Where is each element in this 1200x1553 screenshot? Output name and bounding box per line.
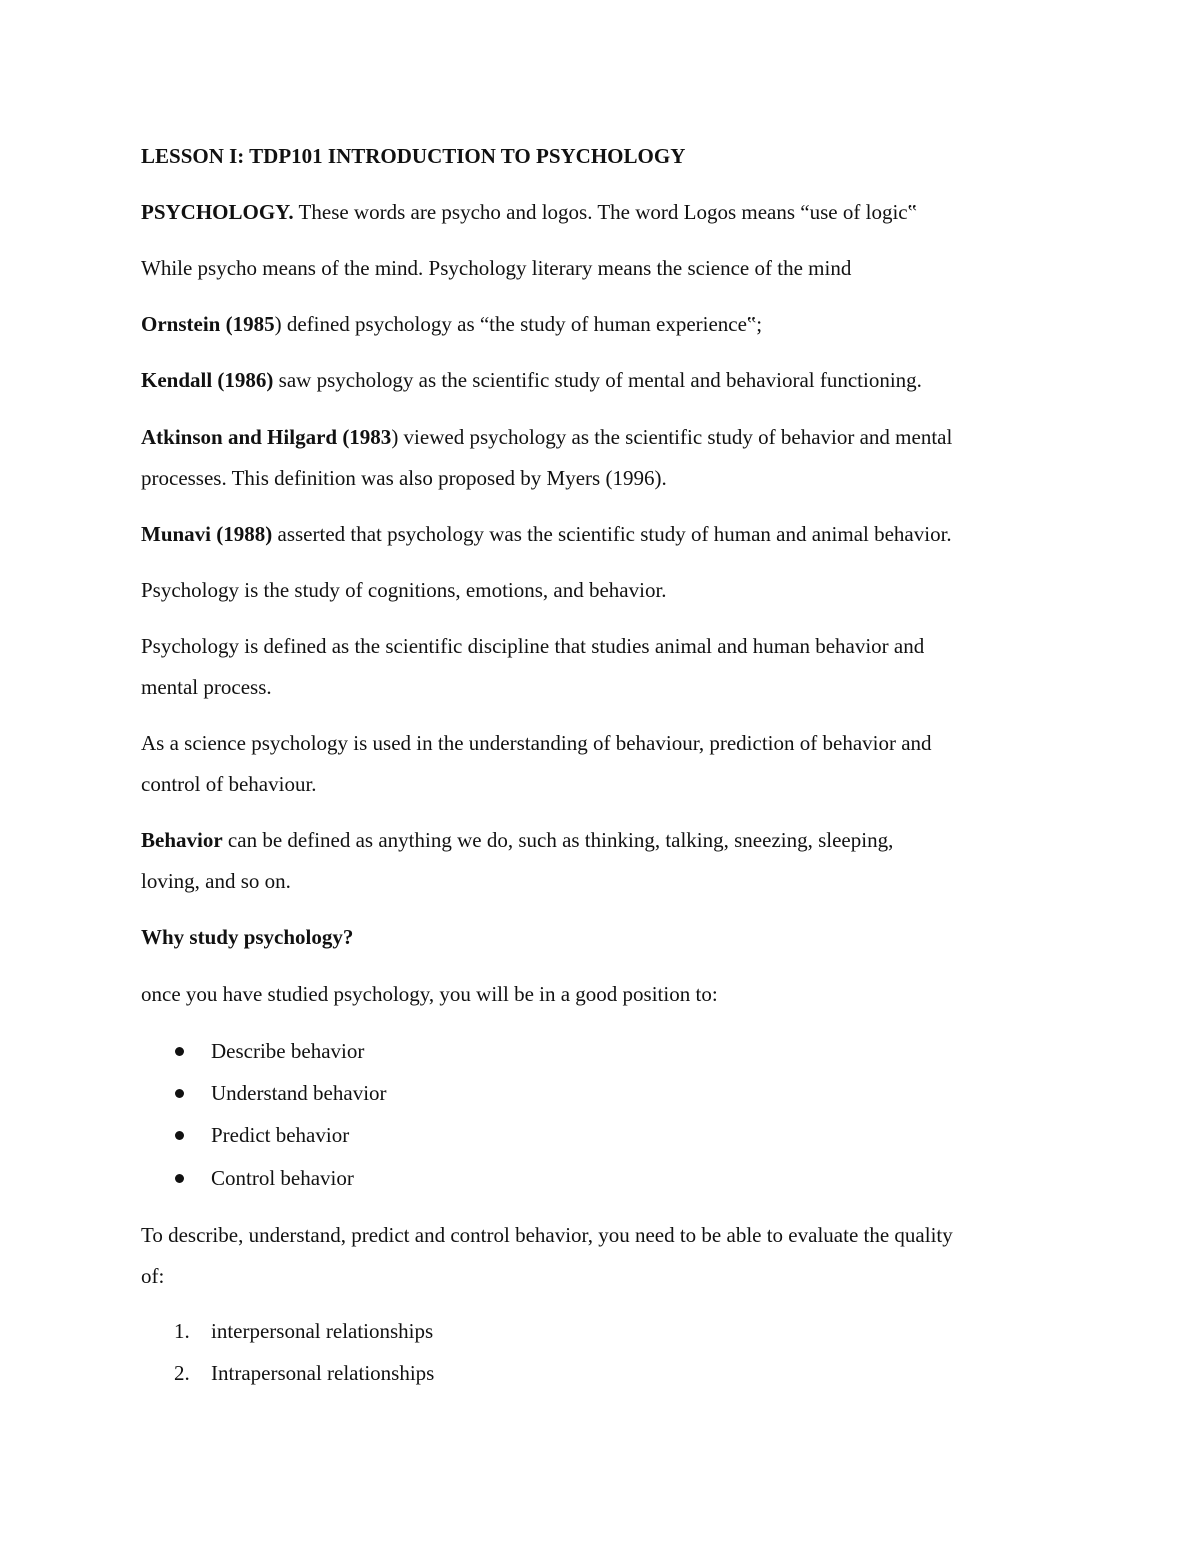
list-item: Intrapersonal relationships: [211, 1361, 435, 1385]
bullet-icon: [175, 1174, 184, 1183]
paragraph-cognitions: Psychology is the study of cognitions, emotions, and behavior.: [141, 578, 667, 602]
paragraph-text: These words are psycho and logos. The word Logos means “use of logic‟: [293, 200, 917, 224]
list-item: Understand behavior: [211, 1081, 387, 1105]
paragraph-kendall: [141, 370, 922, 391]
paragraph-munavi: [141, 524, 952, 545]
paragraph-ornstein: [141, 314, 762, 335]
paragraph-atkinson-cont: processes. This definition was also proposed by Myers (1996).: [141, 466, 667, 490]
paragraph-text: asserted that psychology was the scientific study of human and animal behavior.: [272, 522, 952, 546]
paragraph-definition: Psychology is defined as the scientific discipline that studies animal and human behavior and: [141, 634, 925, 658]
term-behavior: Behavior: [141, 828, 223, 852]
paragraph-text: ) viewed psychology as the scientific study of behavior and mental: [391, 425, 953, 449]
list-item: Predict behavior: [211, 1123, 350, 1147]
list-number: 1.: [174, 1319, 190, 1343]
list-item: Control behavior: [211, 1166, 354, 1190]
paragraph-text: ) defined psychology as “the study of human experience‟;: [274, 312, 763, 336]
section-heading-why: Why study psychology?: [141, 925, 354, 949]
paragraph-evaluate: To describe, understand, predict and control behavior, you need to be able to evaluate the quality: [141, 1223, 953, 1247]
paragraph-intro: once you have studied psychology, you will be in a good position to:: [141, 982, 718, 1006]
paragraph-text: saw psychology as the scientific study of mental and behavioral functioning.: [273, 368, 922, 392]
author-munavi: Munavi (1988): [141, 522, 273, 546]
paragraph-definition-cont: mental process.: [141, 675, 272, 699]
list-item: Describe behavior: [211, 1039, 365, 1063]
term-psychology: PSYCHOLOGY.: [141, 200, 294, 224]
lesson-title: LESSON I: TDP101 INTRODUCTION TO PSYCHOLOGY: [141, 144, 686, 168]
bullet-icon: [175, 1047, 184, 1056]
bullet-icon: [175, 1131, 184, 1140]
list-number: 2.: [174, 1361, 190, 1385]
author-ornstein: Ornstein (1985: [141, 312, 275, 336]
paragraph-evaluate-cont: of:: [141, 1264, 165, 1288]
paragraph-psychology: [141, 202, 917, 223]
paragraph-science: As a science psychology is used in the understanding of behaviour, prediction of behavior and: [141, 731, 932, 755]
list-item: interpersonal relationships: [211, 1319, 434, 1343]
author-atkinson-hilgard: Atkinson and Hilgard (1983: [141, 425, 392, 449]
author-kendall: Kendall (1986): [141, 368, 274, 392]
paragraph-behavior-cont: loving, and so on.: [141, 869, 291, 893]
paragraph-atkinson: [141, 427, 952, 448]
paragraph-behavior: [141, 830, 893, 851]
paragraph-psychology-cont: While psycho means of the mind. Psychology literary means the science of the mind: [141, 256, 852, 280]
bullet-icon: [175, 1089, 184, 1098]
paragraph-science-cont: control of behaviour.: [141, 772, 317, 796]
paragraph-text: can be defined as anything we do, such as thinking, talking, sneezing, sleeping,: [222, 828, 894, 852]
